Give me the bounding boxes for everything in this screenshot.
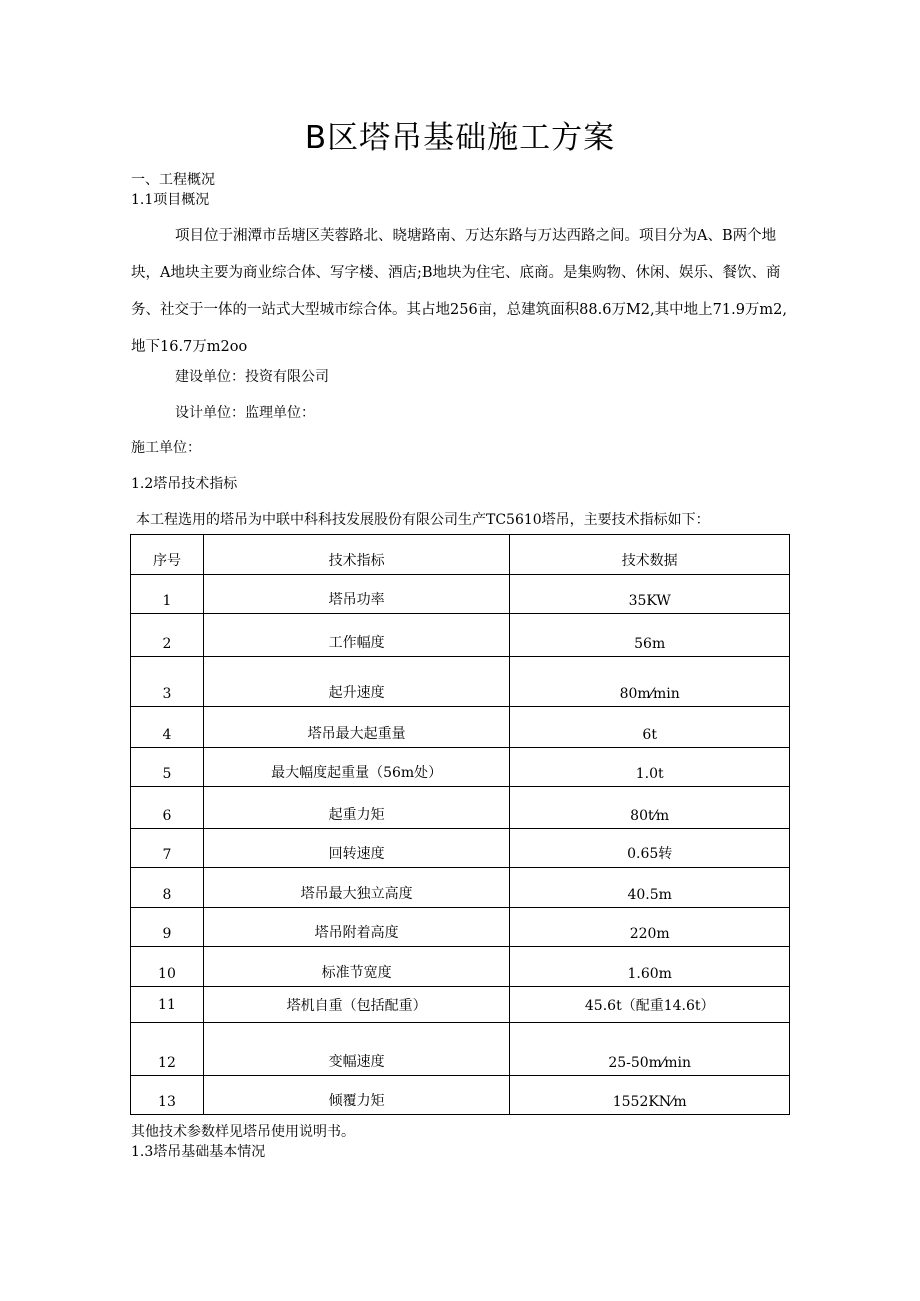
row-index: 11 (131, 987, 204, 1023)
row-value: 80m⁄min (510, 657, 790, 707)
document-title: B区塔吊基础施工方案 (304, 120, 616, 156)
table-row (131, 829, 790, 868)
row-index: 3 (131, 657, 204, 707)
table-row (131, 868, 790, 908)
row-index: 8 (131, 868, 204, 908)
table-row (131, 657, 790, 707)
subsection-heading-foundation: 1.3塔吊基础基本情况 (131, 1144, 266, 1160)
row-index: 12 (131, 1023, 204, 1076)
project-overview-paragraph: 项目位于湘潭市岳塘区芙蓉路北、晓塘路南、万达东路与万达西路之间。项目分为A、B两个地块，A地块主要为商业综合体、写字楼、酒店;B地块为住宅、底商。是集购物、休闲、娱乐、餐饮、商务、社交于一体的一站式大型城市综合体。其占地256亩，总建筑面积88.6万M2,其中地上71.9万m2,地下16.7万m2oo (131, 228, 788, 355)
row-value: 1.0t (510, 748, 790, 787)
row-indicator: 工作幅度 (203, 614, 509, 657)
row-indicator: 变幅速度 (203, 1023, 509, 1076)
row-index: 13 (131, 1076, 204, 1115)
row-value: 40.5m (510, 868, 790, 908)
row-value: 45.6t（配重14.6t） (510, 987, 790, 1023)
row-value: 56m (510, 614, 790, 657)
table-row (131, 707, 790, 748)
row-index: 1 (131, 575, 204, 614)
row-indicator: 起升速度 (203, 657, 509, 707)
header-indicator: 技术指标 (203, 535, 509, 575)
table-row (131, 908, 790, 947)
table-row (131, 748, 790, 787)
row-value: 1.60m (510, 947, 790, 987)
row-index: 10 (131, 947, 204, 987)
table-row (131, 947, 790, 987)
crane-intro-line: 本工程选用的塔吊为中联中科科技发展股份有限公司生产TC5610塔吊，主要技术指标如下： (136, 512, 710, 528)
row-value: 6t (510, 707, 790, 748)
table-row (131, 787, 790, 829)
row-indicator: 标准节宽度 (203, 947, 509, 987)
row-index: 4 (131, 707, 204, 748)
table-row (131, 1076, 790, 1115)
header-index: 序号 (131, 535, 204, 575)
row-indicator: 塔吊功率 (203, 575, 509, 614)
row-indicator: 塔吊最大起重量 (203, 707, 509, 748)
row-value: 35KW (510, 575, 790, 614)
row-index: 5 (131, 748, 204, 787)
row-indicator: 塔吊附着高度 (203, 908, 509, 947)
design-supervision-unit-line: 设计单位：监理单位： (175, 405, 315, 421)
row-value: 1552KN⁄m (510, 1076, 790, 1115)
row-indicator: 起重力矩 (203, 787, 509, 829)
row-indicator: 塔吊最大独立高度 (203, 868, 509, 908)
row-indicator: 倾覆力矩 (203, 1076, 509, 1115)
owner-unit-line: 建设单位：投资有限公司 (175, 369, 329, 385)
row-index: 7 (131, 829, 204, 868)
subsection-heading-project: 1.1项目概况 (131, 192, 210, 208)
contractor-unit-line: 施工单位： (131, 440, 201, 456)
crane-spec-table (130, 534, 790, 1115)
header-value: 技术数据 (510, 535, 790, 575)
table-row (131, 614, 790, 657)
row-value: 80t⁄m (510, 787, 790, 829)
row-index: 6 (131, 787, 204, 829)
row-value: 0.65转 (510, 829, 790, 868)
row-index: 2 (131, 614, 204, 657)
table-row (131, 575, 790, 614)
subsection-heading-crane-specs: 1.2塔吊技术指标 (131, 476, 238, 492)
row-indicator: 最大幅度起重量（56m处） (203, 748, 509, 787)
row-indicator: 塔机自重（包括配重） (203, 987, 509, 1023)
section-heading-overview: 一、工程概况 (131, 172, 215, 188)
other-params-note: 其他技术参数样见塔吊使用说明书。 (131, 1124, 355, 1140)
row-index: 9 (131, 908, 204, 947)
table-row (131, 987, 790, 1023)
row-indicator: 回转速度 (203, 829, 509, 868)
row-value: 25-50m⁄min (510, 1023, 790, 1076)
table-row (131, 1023, 790, 1076)
table-header-row (131, 535, 790, 575)
row-value: 220m (510, 908, 790, 947)
